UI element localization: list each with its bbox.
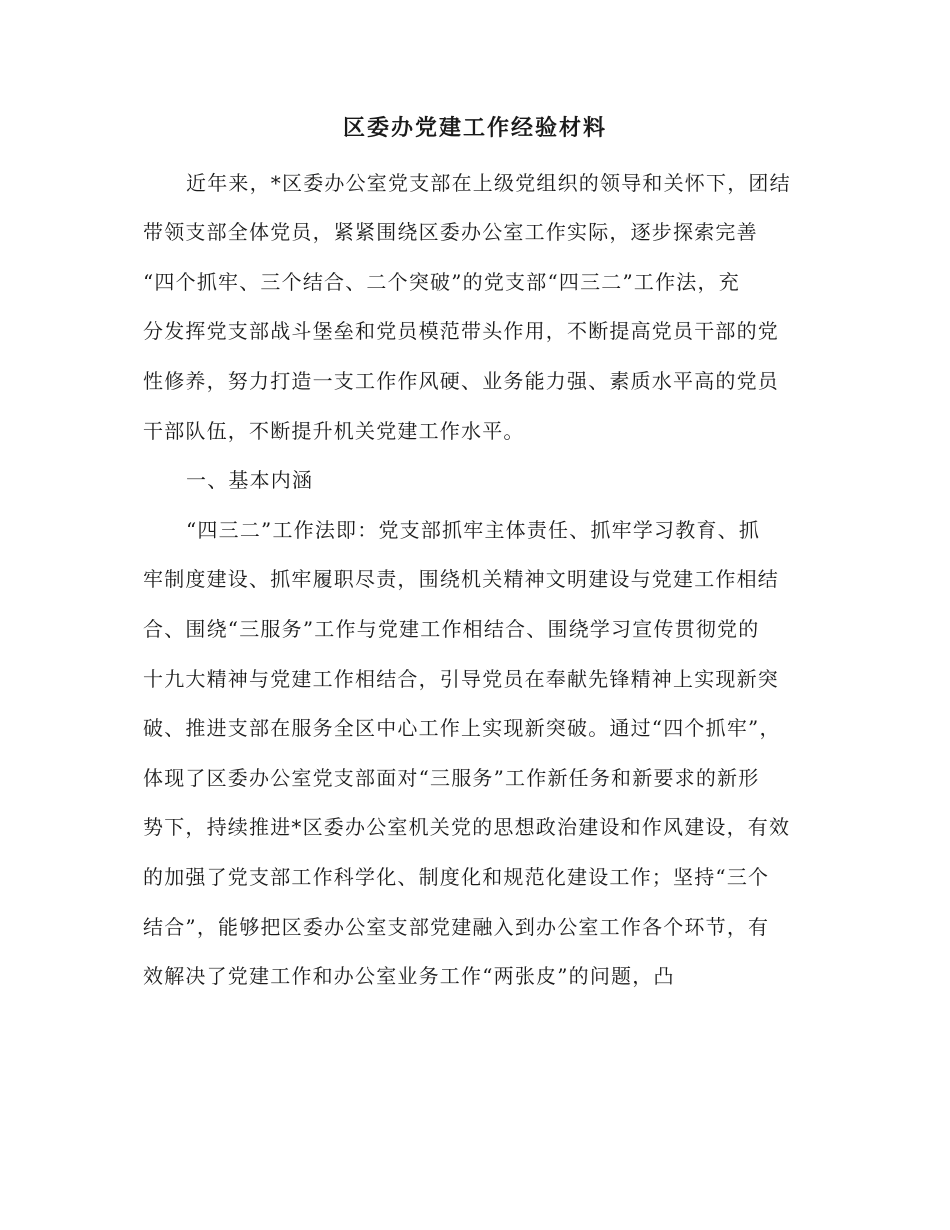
paragraph-line: 近年来，*区委办公室党支部在上级党组织的领导和关怀下，团结: [186, 171, 791, 195]
paragraph-line: 势下，持续推进*区委办公室机关党的思想政治建设和作风建设，有效: [143, 815, 791, 839]
paragraph-line: 的加强了党支部工作科学化、制度化和规范化建设工作；坚持“三个: [143, 865, 770, 889]
paragraph-line: 破、推进支部在服务全区中心工作上实现新突破。通过“四个抓牢”，: [143, 716, 781, 740]
paragraph-line: “四个抓牢、三个结合、二个突破”的党支部“四三二”工作法，充: [143, 270, 740, 294]
paragraph-line: 效解决了党建工作和办公室业务工作“两张皮”的问题，凸: [143, 964, 675, 988]
paragraph-line: 带领支部全体党员，紧紧围绕区委办公室工作实际，逐步探索完善: [143, 220, 758, 244]
paragraph-line: 体现了区委办公室党支部面对“三服务”工作新任务和新要求的新形: [143, 766, 760, 790]
paragraph-line: “四三二”工作法即：党支部抓牢主体责任、抓牢学习教育、抓: [186, 518, 761, 542]
document-title: 区委办党建工作经验材料: [342, 115, 607, 141]
section-heading: 一、基本内涵: [186, 468, 314, 492]
paragraph-line: 牢制度建设、抓牢履职尽责，围绕机关精神文明建设与党建工作相结: [143, 567, 779, 591]
paragraph-line: 十九大精神与党建工作相结合，引导党员在奉献先锋精神上实现新突: [143, 667, 779, 691]
paragraph-line: 结合”，能够把区委办公室支部党建融入到办公室工作各个环节，有: [143, 915, 770, 939]
paragraph-line: 分发挥党支部战斗堡垒和党员模范带头作用，不断提高党员干部的党: [143, 319, 779, 343]
paragraph-line: 合、围绕“三服务”工作与党建工作相结合、围绕学习宣传贯彻党的: [143, 617, 760, 641]
paragraph-line: 性修养，努力打造一支工作作风硬、业务能力强、素质水平高的党员: [143, 369, 779, 393]
paragraph-line: 干部队伍，不断提升机关党建工作水平。: [143, 419, 525, 443]
